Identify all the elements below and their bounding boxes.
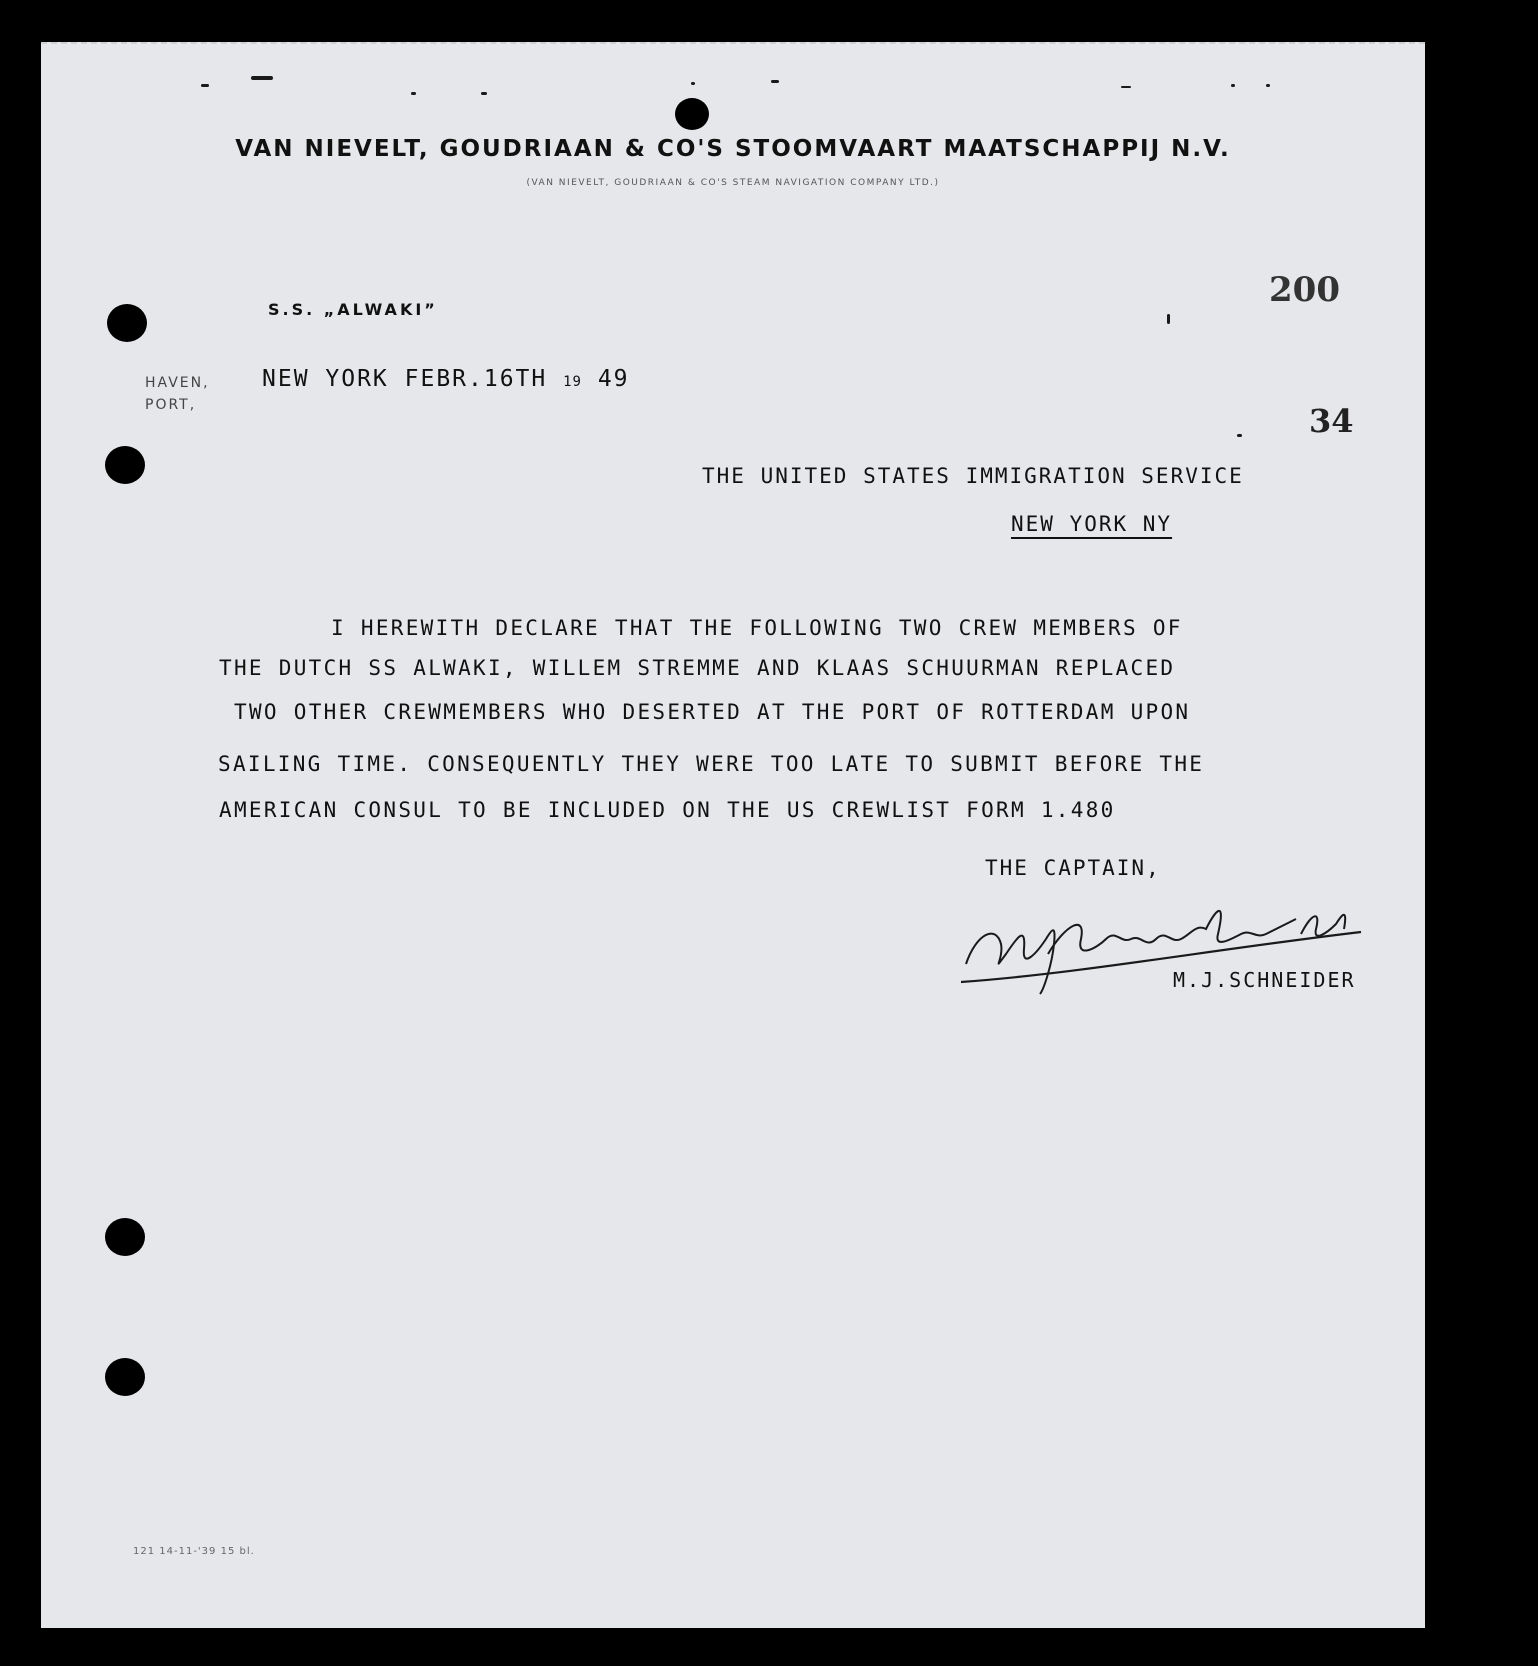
ink-speck bbox=[481, 92, 487, 95]
letterhead-company-english: (VAN NIEVELT, GOUDRIAAN & CO'S STEAM NAVIGATION COMPANY LTD.) bbox=[526, 178, 940, 188]
letterhead-company: VAN NIEVELT, GOUDRIAAN & CO'S STOOMVAART MAATSCHAPPIJ N.V. bbox=[235, 136, 1231, 162]
addressee-line-2: NEW YORK NY bbox=[1011, 512, 1173, 536]
place-date-text: NEW YORK FEBR.16TH bbox=[262, 366, 548, 392]
punch-hole-left-4 bbox=[105, 1358, 145, 1396]
place-date bbox=[262, 366, 630, 392]
letter-sheet bbox=[41, 42, 1425, 1628]
ink-speck bbox=[1121, 86, 1131, 88]
ink-speck bbox=[1266, 84, 1270, 87]
body-line: AMERICAN CONSUL TO BE INCLUDED ON THE US CREWLIST FORM 1.480 bbox=[219, 798, 1116, 822]
ink-speck bbox=[201, 84, 209, 87]
body-line: THE DUTCH SS ALWAKI, WILLEM STREMME AND KLAAS SCHUURMAN REPLACED bbox=[219, 656, 1176, 680]
closing-title: THE CAPTAIN, bbox=[985, 856, 1161, 880]
punch-hole-top bbox=[675, 98, 709, 130]
body-line: TWO OTHER CREWMEMBERS WHO DESERTED AT THE PORT OF ROTTERDAM UPON bbox=[234, 700, 1191, 724]
print-code: 121 14-11-'39 15 bl. bbox=[133, 1546, 255, 1557]
signer-name: M.J.SCHNEIDER bbox=[1173, 968, 1356, 992]
ink-speck bbox=[1237, 434, 1242, 437]
year-typed: 49 bbox=[597, 366, 630, 392]
port-label bbox=[145, 372, 210, 416]
body-line: I HEREWITH DECLARE THAT THE FOLLOWING TWO CREW MEMBERS OF bbox=[331, 616, 1183, 640]
ink-speck bbox=[1167, 314, 1170, 324]
punch-hole-left-1 bbox=[107, 304, 147, 342]
ink-speck bbox=[1231, 84, 1235, 87]
stamp-number-34: 34 bbox=[1309, 402, 1354, 440]
ink-speck bbox=[691, 82, 695, 85]
port-label-english: PORT, bbox=[145, 397, 197, 413]
punch-hole-left-3 bbox=[105, 1218, 145, 1256]
ink-speck bbox=[251, 76, 273, 80]
stamp-number-200: 200 bbox=[1269, 270, 1340, 310]
ink-speck bbox=[411, 92, 416, 95]
addressee-line-1: THE UNITED STATES IMMIGRATION SERVICE bbox=[702, 464, 1244, 488]
port-label-dutch: HAVEN, bbox=[145, 375, 210, 391]
ship-name: S.S. „ALWAKI” bbox=[268, 300, 438, 319]
century-printed: 19 bbox=[563, 374, 582, 390]
punch-hole-left-2 bbox=[105, 446, 145, 484]
ink-speck bbox=[771, 80, 779, 83]
body-line: SAILING TIME. CONSEQUENTLY THEY WERE TOO LATE TO SUBMIT BEFORE THE bbox=[218, 752, 1205, 776]
